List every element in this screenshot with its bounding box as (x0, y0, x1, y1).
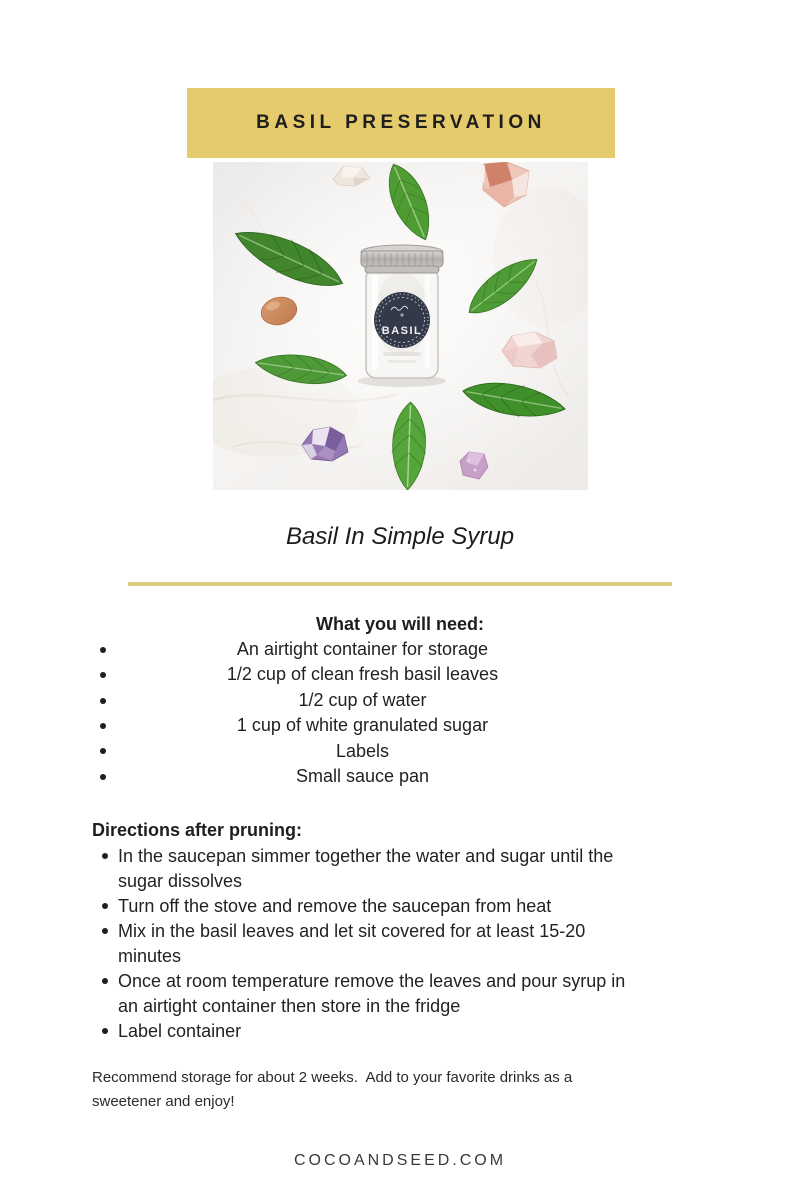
list-item: Labels (92, 739, 633, 764)
list-item: 1/2 cup of water (92, 688, 633, 713)
section-divider (128, 582, 672, 586)
title-banner (187, 88, 615, 158)
directions-heading: Directions after pruning: (92, 820, 303, 840)
list-item: Mix in the basil leaves and let sit covered for at least 15-20 minutes (92, 919, 637, 969)
recipe-title: Basil In Simple Syrup (285, 523, 515, 550)
list-item: Turn off the stove and remove the saucepan from heat (92, 894, 637, 919)
basil-jar-photo (213, 162, 588, 490)
jar-label-text: BASIL (381, 325, 423, 337)
needs-list (92, 637, 633, 789)
mason-jar (358, 245, 446, 387)
list-item: 1/2 cup of clean fresh basil leaves (92, 662, 633, 687)
list-item: Label container (92, 1019, 637, 1044)
list-item: Once at room temperature remove the leaves and pour syrup in an airtight container then store in the fridge (92, 969, 637, 1019)
list-item: An airtight container for storage (92, 637, 633, 662)
list-item: 1 cup of white granulated sugar (92, 713, 633, 738)
banner-label: BASIL PRESERVATION (256, 112, 546, 133)
jar-label (374, 292, 430, 348)
list-item: Small sauce pan (92, 764, 633, 789)
recipe-photo (213, 162, 588, 490)
needs-heading: What you will need: (315, 614, 484, 634)
storage-note: Recommend storage for about 2 weeks. Add to your favorite drinks as a sweetener and enjoy! (92, 1069, 577, 1110)
website-footer: COCOANDSEED.COM (293, 1152, 507, 1169)
jar-lid (361, 245, 443, 273)
directions-list (92, 844, 637, 1044)
list-item: In the saucepan simmer together the water and sugar until the sugar dissolves (92, 844, 637, 894)
